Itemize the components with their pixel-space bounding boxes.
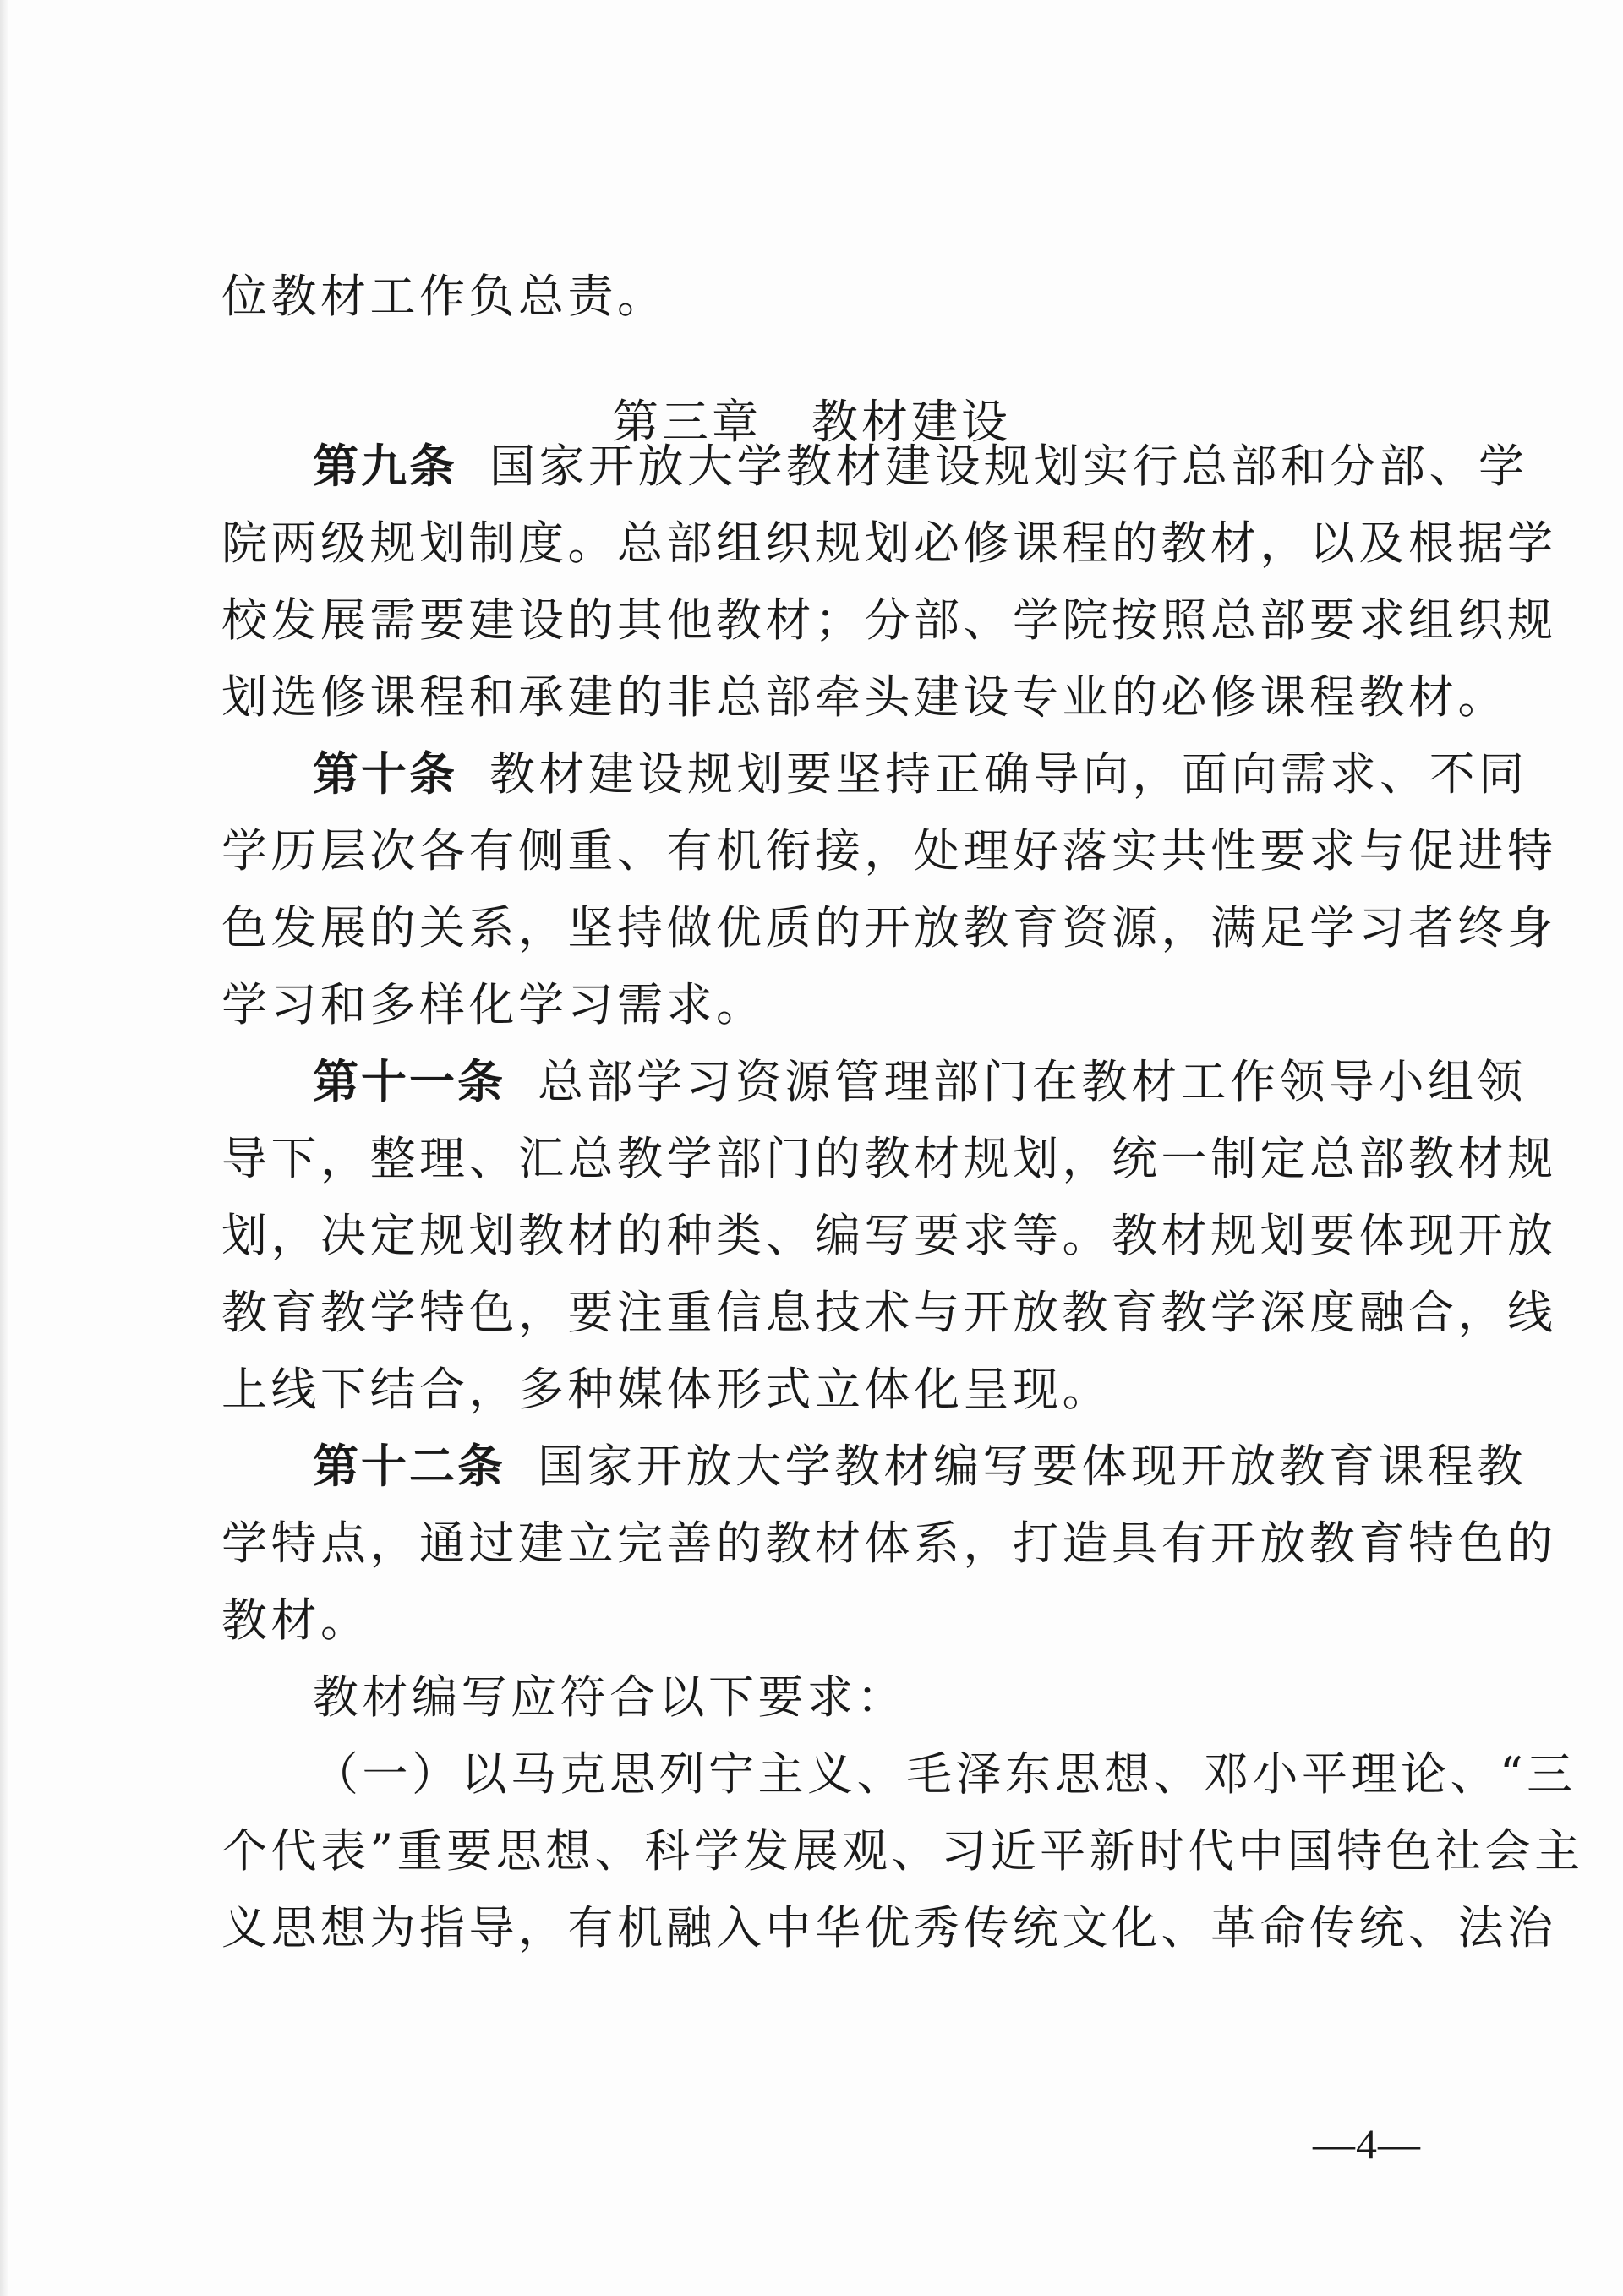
- opening-line: 位教材工作负总责。: [221, 270, 667, 323]
- page-number: —4—: [1313, 2120, 1421, 2168]
- requirement-one-line: 个代表”重要思想、科学发展观、习近平新时代中国特色社会主: [221, 1824, 1584, 1878]
- article-line: 校发展需要建设的其他教材；分部、学院按照总部要求组织规: [221, 593, 1557, 647]
- article-line: 院两级规划制度。总部组织规划必修课程的教材，以及根据学: [221, 517, 1557, 570]
- article-line: 划，决定规划教材的种类、编写要求等。教材规划要体现开放: [221, 1209, 1557, 1262]
- requirements-intro: 教材编写应符合以下要求：: [313, 1670, 906, 1724]
- requirement-one-line: 义思想为指导，有机融入中华优秀传统文化、革命传统、法治: [221, 1901, 1557, 1954]
- article-line: 划选修课程和承建的非总部牵头建设专业的必修课程教材。: [221, 670, 1507, 724]
- article-12-first-line: [221, 1428, 1527, 1505]
- article-line: 教育教学特色，要注重信息技术与开放教育教学深度融合，线: [221, 1286, 1557, 1339]
- article-line: 色发展的关系，坚持做优质的开放教育资源，满足学习者终身: [221, 901, 1557, 954]
- article-text: 教材建设规划要坚持正确导向，面向需求、不同: [489, 747, 1528, 801]
- article-text: 总部学习资源管理部门在教材工作领导小组领: [538, 1055, 1527, 1108]
- chapter-title: 第三章 教材建设: [611, 395, 1011, 449]
- article-line: 上线下结合，多种媒体形式立体化呈现。: [221, 1363, 1112, 1416]
- chapter-spacer: [221, 335, 1405, 428]
- article-text: 国家开放大学教材编写要体现开放教育课程教: [538, 1440, 1527, 1493]
- article-line: 学历层次各有侧重、有机衔接，处理好落实共性要求与促进特: [221, 824, 1557, 877]
- article-label: 第十一条: [313, 1055, 505, 1108]
- article-10-first-line: [221, 735, 1528, 812]
- article-9-first-line: [221, 428, 1528, 505]
- article-line: 教材。: [221, 1594, 370, 1647]
- article-line: 导下，整理、汇总教学部门的教材规划，统一制定总部教材规: [221, 1132, 1557, 1185]
- article-line: 学特点，通过建立完善的教材体系，打造具有开放教育特色的: [221, 1517, 1557, 1570]
- article-label: 第九条: [313, 440, 457, 493]
- article-label: 第十条: [313, 747, 457, 801]
- article-text: 国家开放大学教材建设规划实行总部和分部、学: [489, 440, 1528, 493]
- article-line: 学习和多样化学习需求。: [221, 978, 766, 1031]
- article-label: 第十二条: [313, 1440, 505, 1493]
- body-text: [221, 258, 1584, 1966]
- scan-edge-shadow: [0, 0, 8, 2296]
- requirement-one-line: （一）以马克思列宁主义、毛泽东思想、邓小平理论、“三: [313, 1747, 1577, 1801]
- article-11-first-line: [221, 1043, 1527, 1120]
